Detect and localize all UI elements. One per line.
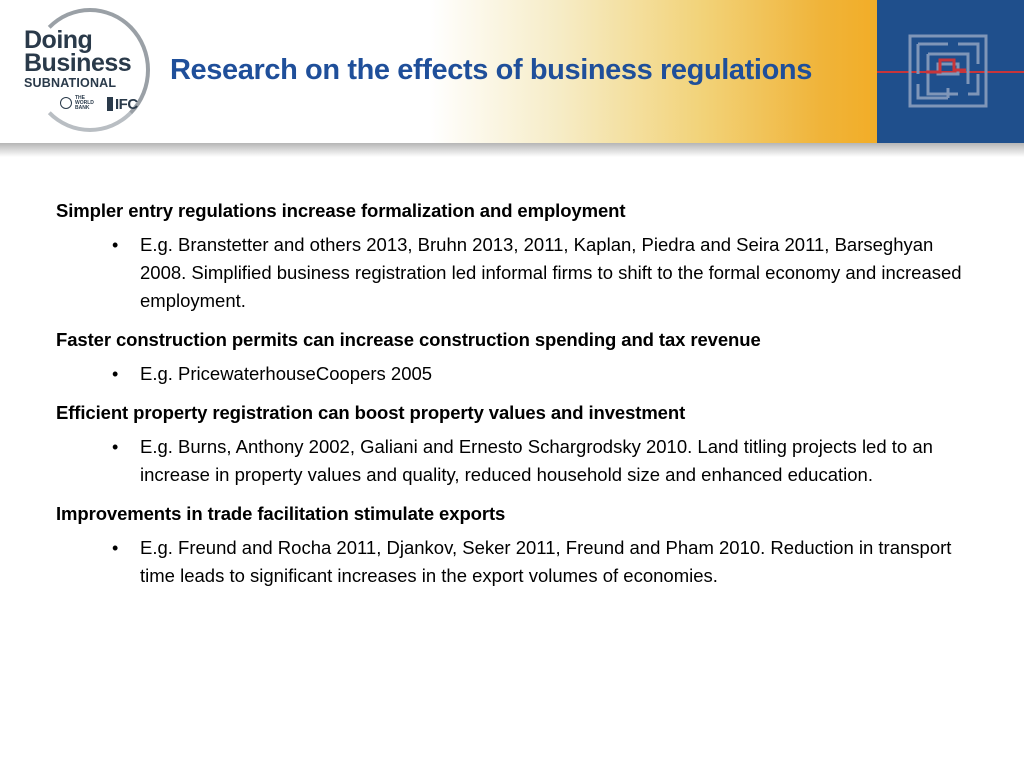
maze-icon: [908, 34, 988, 108]
bullet-dot: •: [112, 235, 119, 255]
section-property-registration: [56, 401, 976, 489]
bullet-item: [56, 534, 976, 590]
section-heading: Faster construction permits can increase construction spending and tax revenue: [56, 329, 761, 350]
header-shadow: [0, 143, 1024, 157]
page-title: Research on the effects of business regulations: [170, 54, 812, 86]
bullet-item: [56, 433, 976, 489]
bullet-dot: •: [112, 437, 119, 457]
slide-content: [56, 199, 976, 603]
bullet-text: E.g. Burns, Anthony 2002, Galiani and Ernesto Schargrodsky 2010. Land titling projects led to an increase in property values and quality, reduced household size and enhanced education.: [140, 436, 933, 485]
bullet-item: [56, 231, 976, 315]
section-heading: Improvements in trade facilitation stimulate exports: [56, 503, 506, 524]
section-heading: Efficient property registration can boost property values and investment: [56, 402, 686, 423]
world-bank-globe-icon: [60, 97, 72, 109]
ifc-mark-icon: [107, 97, 113, 111]
bullet-text: E.g. Freund and Rocha 2011, Djankov, Seker 2011, Freund and Pham 2010. Reduction in transport time leads to significant increases in the export volumes of economies.: [140, 537, 952, 586]
world-bank-label: THE WORLD BANK: [75, 95, 94, 111]
logo-doing: Doing: [24, 26, 93, 54]
ifc-label: IFC: [115, 96, 138, 113]
bullet-text: E.g. PricewaterhouseCoopers 2005: [140, 363, 433, 384]
section-construction-permits: [56, 328, 976, 388]
logo-subnational: SUBNATIONAL: [24, 76, 117, 90]
bullet-item: [56, 360, 976, 388]
bullet-dot: •: [112, 364, 119, 384]
section-trade-facilitation: [56, 502, 976, 590]
logo-business: Business: [24, 49, 132, 77]
section-entry-regulations: [56, 199, 976, 315]
bullet-text: E.g. Branstetter and others 2013, Bruhn 2013, 2011, Kaplan, Piedra and Seira 2011, Barseghyan 2008. Simplified business registration led informal firms to shift to the formal economy and increased employment.: [140, 234, 962, 311]
bullet-dot: •: [112, 538, 119, 558]
section-heading: Simpler entry regulations increase formalization and employment: [56, 200, 626, 221]
